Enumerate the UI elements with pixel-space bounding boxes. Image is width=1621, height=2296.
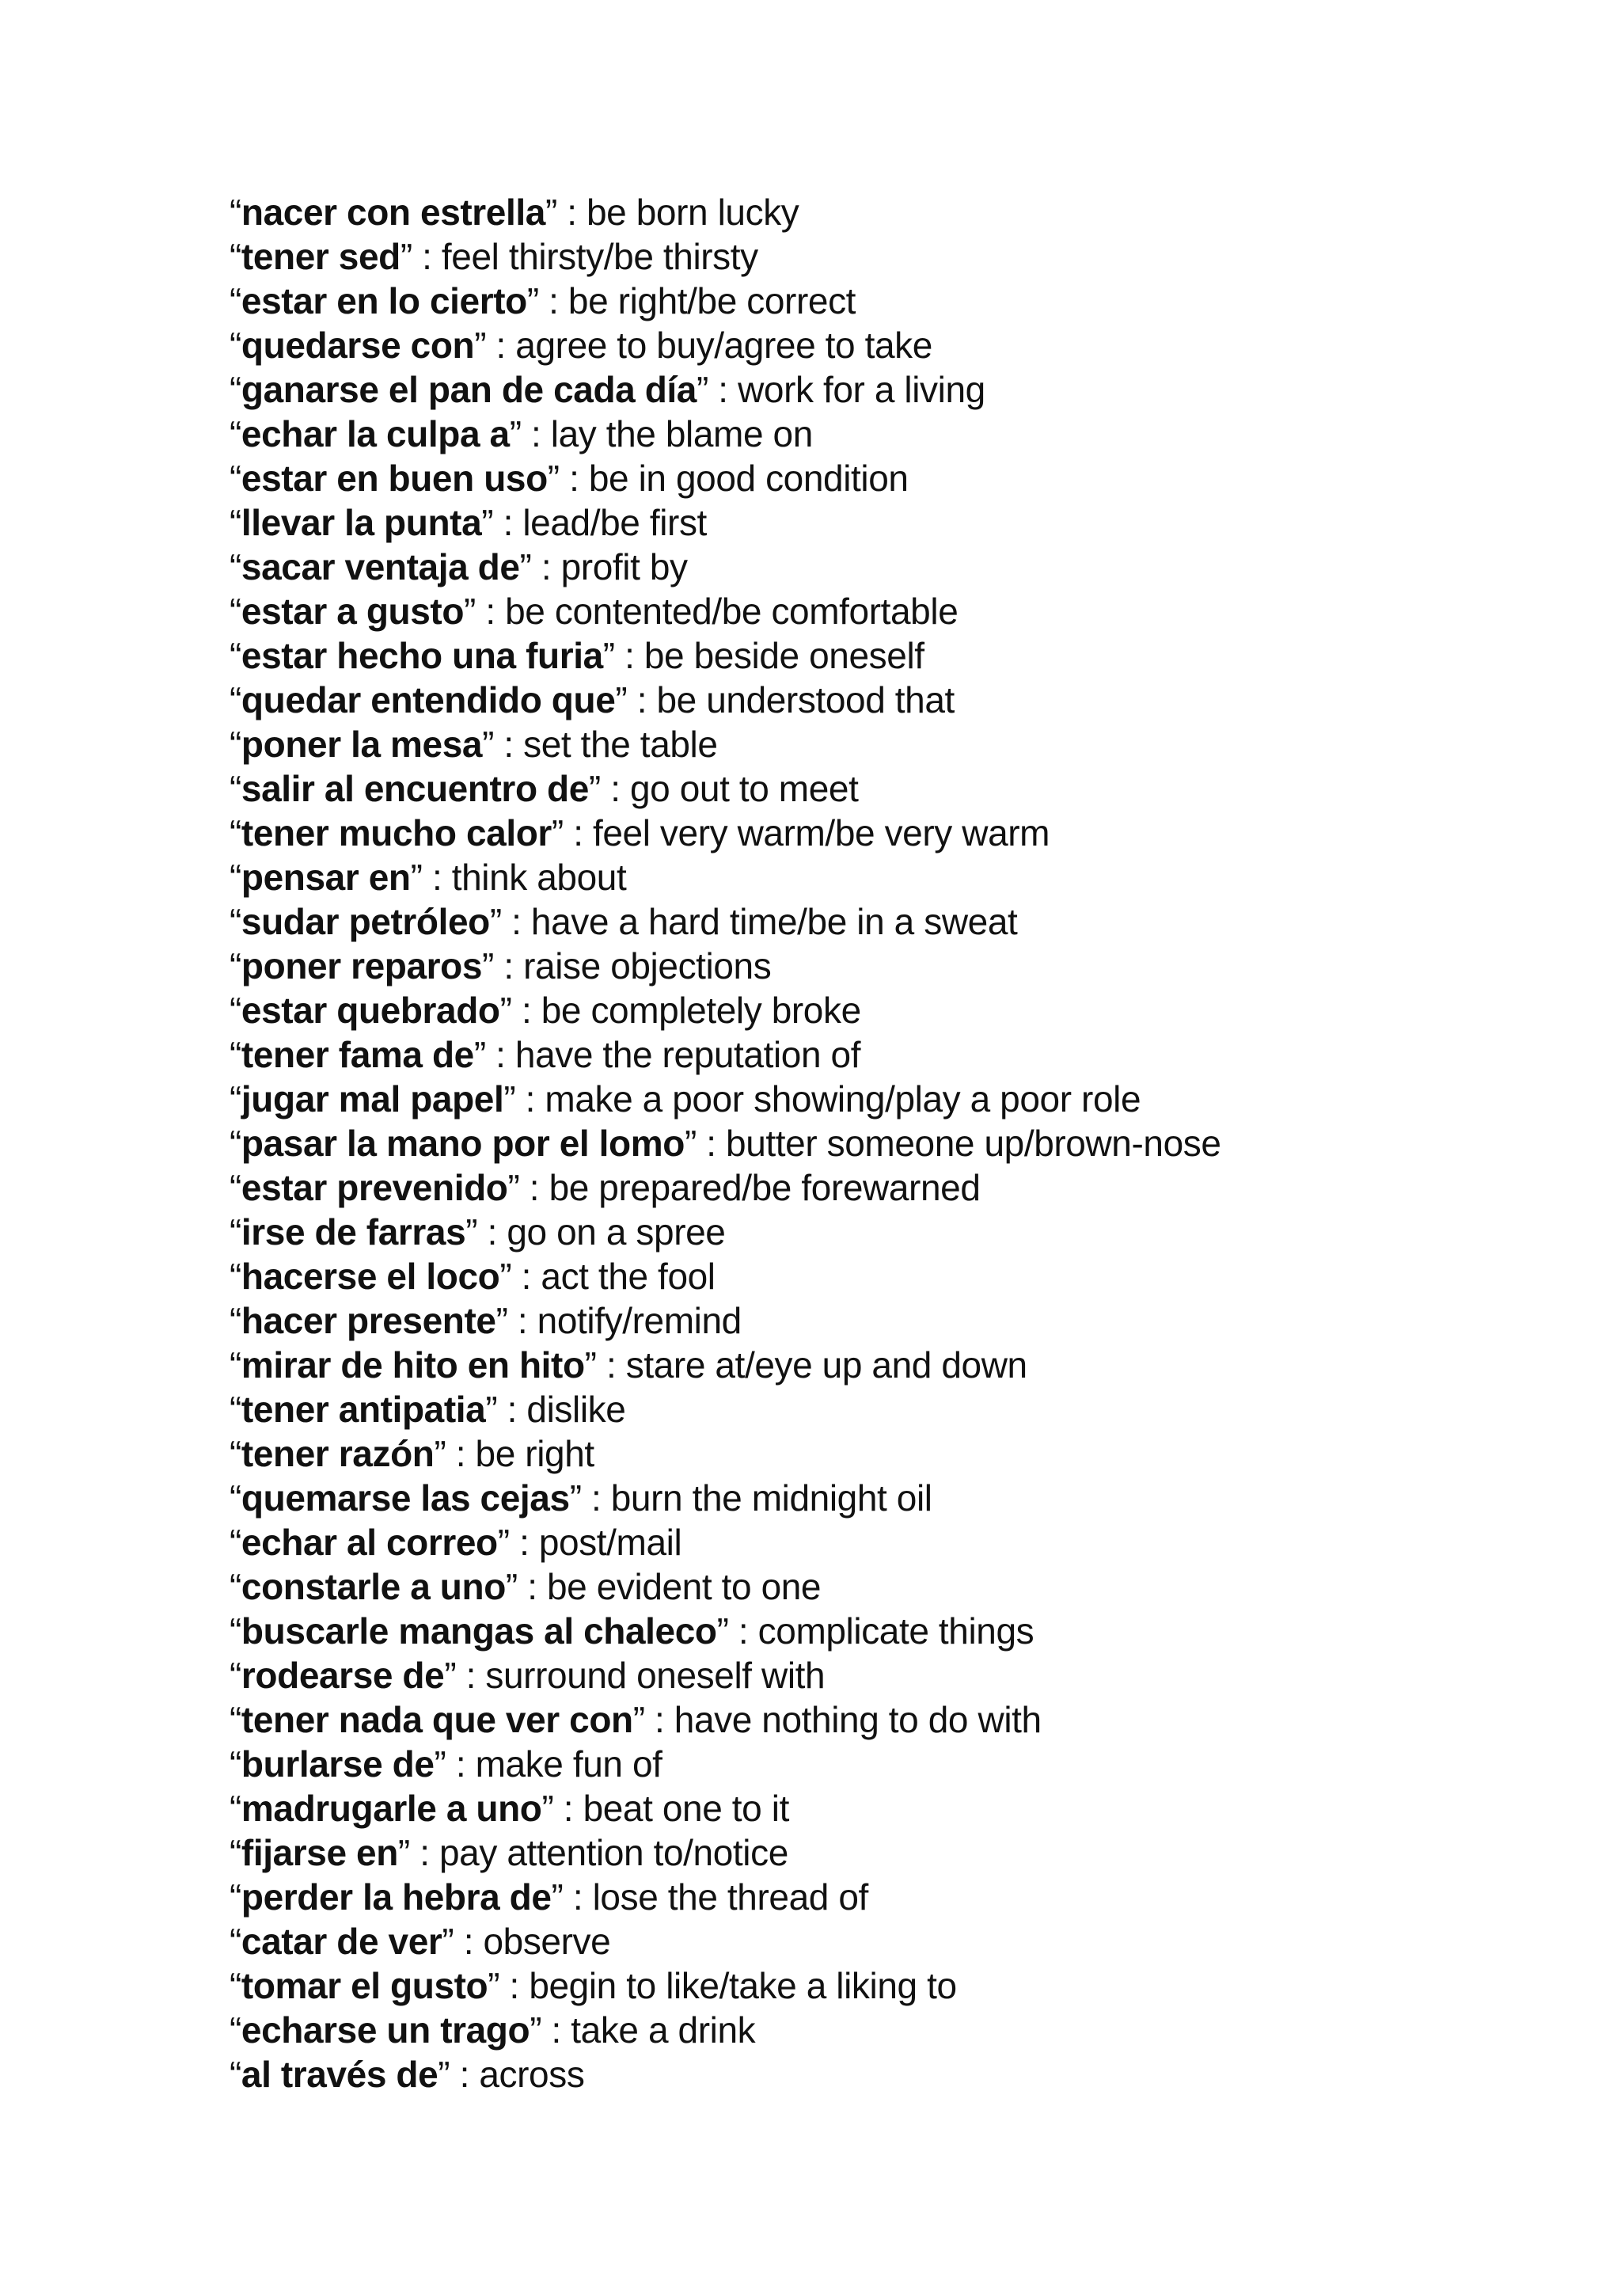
english-meaning: be right/be correct [568,280,856,321]
separator: ” : [632,1699,674,1740]
list-item [230,1786,1575,1830]
spanish-idiom: tener mucho calor [241,812,552,853]
separator: ” : [569,1477,611,1519]
spanish-idiom: echarse un trago [241,2009,530,2051]
open-quote: “ [230,325,241,366]
spanish-idiom: constarle a uno [241,1566,506,1607]
spanish-idiom: burlarse de [241,1743,435,1785]
spanish-idiom: nacer con estrella [241,192,545,233]
separator: ” : [465,1211,507,1253]
list-item [230,323,1575,367]
english-meaning: be evident to one [546,1566,822,1607]
english-meaning: lose the thread of [592,1876,868,1918]
list-item [230,1919,1575,1963]
separator: ” : [584,1344,626,1386]
spanish-idiom: madrugarle a uno [241,1788,542,1829]
list-item [230,1476,1575,1520]
list-item [230,855,1575,899]
english-meaning: be in good condition [588,458,909,499]
open-quote: “ [230,1566,241,1607]
list-item [230,2008,1575,2052]
spanish-idiom: pensar en [241,857,411,898]
list-item [230,1697,1575,1742]
open-quote: “ [230,1034,241,1075]
open-quote: “ [230,2009,241,2051]
separator: ” : [526,280,568,321]
english-meaning: burn the midnight oil [610,1477,932,1519]
open-quote: “ [230,1965,241,2006]
list-item [230,899,1575,944]
spanish-idiom: estar a gusto [241,591,465,632]
spanish-idiom: buscarle mangas al chaleco [241,1610,717,1652]
separator: ” : [434,1433,476,1474]
list-item [230,1077,1575,1121]
english-meaning: have nothing to do with [674,1699,1042,1740]
english-meaning: lead/be first [522,502,707,543]
english-meaning: have the reputation of [514,1034,861,1075]
list-item [230,766,1575,811]
list-item [230,1032,1575,1077]
separator: ” : [488,1965,530,2006]
english-meaning: raise objections [523,945,772,986]
spanish-idiom: al través de [241,2054,438,2095]
separator: ” : [716,1610,758,1652]
english-meaning: go out to meet [629,768,859,809]
separator: ” : [444,1655,486,1696]
list-item [230,1875,1575,1919]
separator: ” : [397,1832,439,1873]
open-quote: “ [230,1832,241,1873]
english-meaning: take a drink [571,2009,756,2051]
separator: ” : [615,679,657,720]
list-item [230,367,1575,412]
separator: ” : [541,1788,583,1829]
spanish-idiom: rodearse de [241,1655,445,1696]
spanish-idiom: estar en buen uso [241,458,548,499]
list-item [230,2052,1575,2096]
english-meaning: profit by [560,546,688,587]
open-quote: “ [230,1256,241,1297]
spanish-idiom: sudar petróleo [241,901,490,942]
separator: ” : [482,724,524,765]
spanish-idiom: jugar mal papel [241,1078,504,1119]
english-meaning: feel very warm/be very warm [592,812,1050,853]
english-meaning: think about [451,857,627,898]
list-item [230,1210,1575,1254]
open-quote: “ [230,901,241,942]
english-meaning: agree to buy/agree to take [515,325,932,366]
spanish-idiom: tener fama de [241,1034,474,1075]
list-item [230,1298,1575,1343]
open-quote: “ [230,1433,241,1474]
separator: ” : [485,1389,527,1430]
open-quote: “ [230,502,241,543]
open-quote: “ [230,1743,241,1785]
list-item [230,190,1575,234]
separator: ” : [473,1034,515,1075]
spanish-idiom: tener nada que ver con [241,1699,633,1740]
spanish-idiom: echar al correo [241,1522,498,1563]
spanish-idiom: estar prevenido [241,1167,508,1208]
open-quote: “ [230,236,241,277]
open-quote: “ [230,1477,241,1519]
open-quote: “ [230,192,241,233]
english-meaning: work for a living [738,369,985,410]
open-quote: “ [230,280,241,321]
english-meaning: make a poor showing/play a poor role [545,1078,1141,1119]
open-quote: “ [230,1078,241,1119]
english-meaning: across [479,2054,585,2095]
list-item [230,944,1575,988]
separator: ” : [684,1123,727,1164]
list-item [230,1742,1575,1786]
separator: ” : [495,1300,537,1341]
open-quote: “ [230,1123,241,1164]
list-item [230,234,1575,279]
spanish-idiom: sacar ventaja de [241,546,520,587]
spanish-idiom: poner reparos [241,945,483,986]
open-quote: “ [230,1610,241,1652]
english-meaning: feel thirsty/be thirsty [441,236,758,277]
open-quote: “ [230,369,241,410]
separator: ” : [519,546,561,587]
spanish-idiom: hacer presente [241,1300,496,1341]
open-quote: “ [230,1389,241,1430]
english-meaning: have a hard time/be in a sweat [530,901,1018,942]
separator: ” : [551,1876,593,1918]
spanish-idiom: tomar el gusto [241,1965,488,2006]
list-item [230,545,1575,589]
spanish-idiom: tener razón [241,1433,435,1474]
list-item [230,1343,1575,1387]
separator: ” : [503,1078,545,1119]
separator: ” : [545,192,587,233]
open-quote: “ [230,768,241,809]
spanish-idiom: poner la mesa [241,724,483,765]
spanish-idiom: perder la hebra de [241,1876,552,1918]
list-item [230,678,1575,722]
separator: ” : [551,812,593,853]
open-quote: “ [230,1876,241,1918]
open-quote: “ [230,413,241,454]
open-quote: “ [230,1522,241,1563]
separator: ” : [697,369,738,410]
english-meaning: be prepared/be forewarned [549,1167,981,1208]
separator: ” : [509,413,551,454]
list-item [230,412,1575,456]
english-meaning: be completely broke [541,990,861,1031]
spanish-idiom: tener antipatia [241,1389,486,1430]
separator: ” : [442,1921,484,1962]
separator: ” : [464,591,506,632]
separator: ” : [482,945,524,986]
open-quote: “ [230,812,241,853]
list-item [230,589,1575,633]
separator: ” : [530,2009,571,2051]
open-quote: “ [230,2054,241,2095]
english-meaning: dislike [526,1389,626,1430]
spanish-idiom: echar la culpa a [241,413,510,454]
open-quote: “ [230,546,241,587]
english-meaning: lay the blame on [550,413,813,454]
list-item [230,1121,1575,1165]
list-item [230,1431,1575,1476]
english-meaning: be understood that [656,679,955,720]
open-quote: “ [230,1167,241,1208]
english-meaning: set the table [523,724,718,765]
english-meaning: observe [483,1921,611,1962]
spanish-idiom: pasar la mano por el lomo [241,1123,685,1164]
list-item [230,1653,1575,1697]
list-item [230,811,1575,855]
english-meaning: beat one to it [583,1788,789,1829]
spanish-idiom: estar quebrado [241,990,500,1031]
list-item [230,1830,1575,1875]
list-item [230,1254,1575,1298]
spanish-idiom: quedarse con [241,325,475,366]
english-meaning: act the fool [541,1256,716,1297]
separator: ” : [410,857,452,898]
separator: ” : [481,502,523,543]
english-meaning: go on a spree [507,1211,726,1253]
open-quote: “ [230,458,241,499]
list-item [230,279,1575,323]
spanish-idiom: quedar entendido que [241,679,616,720]
separator: ” : [547,458,589,499]
english-meaning: pay attention to/notice [438,1832,788,1873]
open-quote: “ [230,1699,241,1740]
separator: ” : [497,1522,539,1563]
english-meaning: notify/remind [537,1300,742,1341]
open-quote: “ [230,635,241,676]
english-meaning: make fun of [475,1743,662,1785]
separator: ” : [505,1566,547,1607]
spanish-idiom: llevar la punta [241,502,482,543]
open-quote: “ [230,990,241,1031]
open-quote: “ [230,857,241,898]
list-item [230,500,1575,545]
english-meaning: surround oneself with [485,1655,826,1696]
english-meaning: post/mail [538,1522,682,1563]
english-meaning: stare at/eye up and down [625,1344,1027,1386]
list-item [230,1165,1575,1210]
english-meaning: complicate things [757,1610,1034,1652]
spanish-idiom: ganarse el pan de cada día [241,369,697,410]
open-quote: “ [230,1655,241,1696]
english-meaning: begin to like/take a liking to [529,1965,957,2006]
spanish-idiom: catar de ver [241,1921,442,1962]
separator: ” : [474,325,516,366]
list-item [230,1564,1575,1609]
english-meaning: butter someone up/brown-nose [726,1123,1221,1164]
open-quote: “ [230,724,241,765]
spanish-idiom: tener sed [241,236,401,277]
open-quote: “ [230,1788,241,1829]
separator: ” : [489,901,531,942]
idiom-list [230,190,1575,2096]
list-item [230,456,1575,500]
list-item [230,1387,1575,1431]
separator: ” : [602,635,644,676]
open-quote: “ [230,679,241,720]
list-item [230,722,1575,766]
spanish-idiom: quemarse las cejas [241,1477,570,1519]
separator: ” : [499,990,541,1031]
open-quote: “ [230,945,241,986]
english-meaning: be beside oneself [643,635,924,676]
separator: ” : [499,1256,541,1297]
list-item [230,1609,1575,1653]
separator: ” : [588,768,630,809]
english-meaning: be born lucky [587,192,799,233]
open-quote: “ [230,1211,241,1253]
spanish-idiom: estar hecho una furia [241,635,603,676]
list-item [230,1520,1575,1564]
english-meaning: be right [475,1433,594,1474]
spanish-idiom: estar en lo cierto [241,280,527,321]
list-item [230,1963,1575,2008]
separator: ” : [434,1743,476,1785]
spanish-idiom: salir al encuentro de [241,768,589,809]
separator: ” : [507,1167,549,1208]
list-item [230,988,1575,1032]
spanish-idiom: irse de farras [241,1211,466,1253]
open-quote: “ [230,591,241,632]
list-item [230,633,1575,678]
english-meaning: be contented/be comfortable [505,591,959,632]
spanish-idiom: hacerse el loco [241,1256,500,1297]
open-quote: “ [230,1300,241,1341]
open-quote: “ [230,1921,241,1962]
spanish-idiom: mirar de hito en hito [241,1344,585,1386]
spanish-idiom: fijarse en [241,1832,398,1873]
open-quote: “ [230,1344,241,1386]
separator: ” : [400,236,442,277]
separator: ” : [438,2054,480,2095]
